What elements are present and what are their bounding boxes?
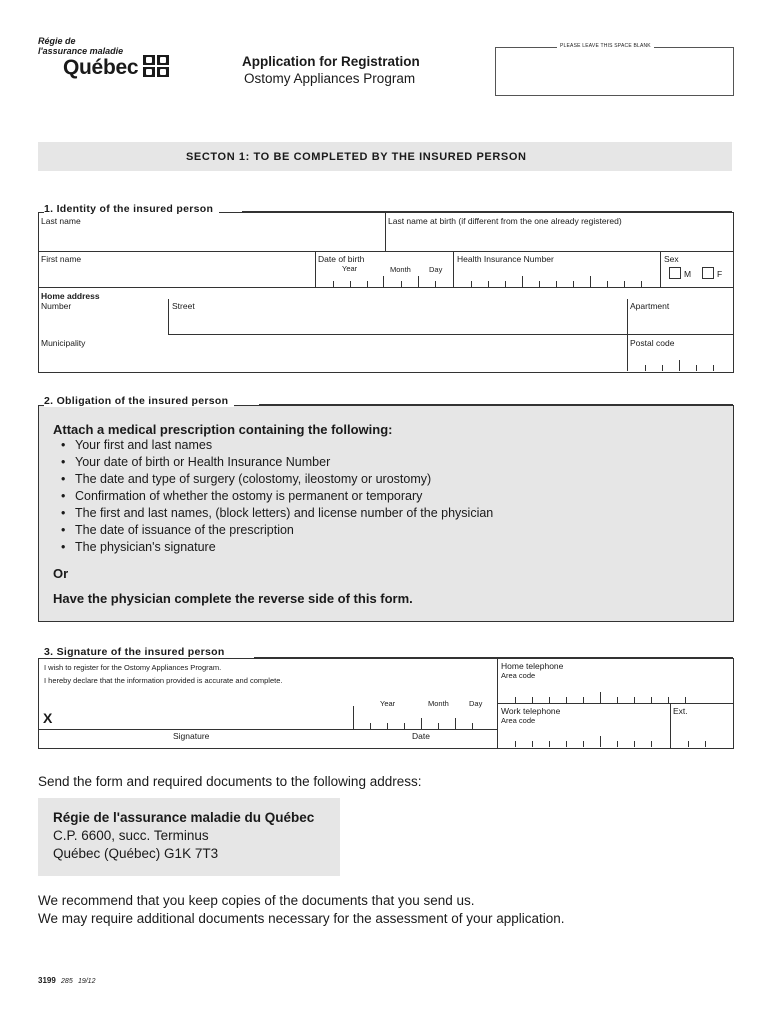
phone-tick bbox=[651, 741, 652, 747]
phone-tick bbox=[688, 741, 689, 747]
phone-tick bbox=[532, 741, 533, 747]
hin-tick bbox=[505, 281, 506, 287]
requirements-list bbox=[61, 437, 493, 556]
street-field[interactable]: Street bbox=[172, 301, 195, 311]
apartment-field[interactable]: Apartment bbox=[630, 301, 670, 311]
phone-tick bbox=[600, 692, 601, 703]
phone-tick bbox=[634, 741, 635, 747]
male-label: M bbox=[684, 269, 692, 279]
form-title: Application for Registration bbox=[242, 54, 420, 69]
col-line bbox=[315, 251, 316, 287]
identity-frame bbox=[38, 212, 734, 373]
declare-text: I hereby declare that the information provided is accurate and complete. bbox=[44, 676, 283, 685]
dob-tick bbox=[435, 281, 436, 287]
row-line bbox=[38, 251, 733, 252]
col-line bbox=[385, 212, 386, 251]
postal-tick bbox=[679, 360, 680, 371]
male-checkbox[interactable] bbox=[669, 267, 681, 279]
dob-day: Day bbox=[429, 265, 443, 274]
logo bbox=[38, 36, 178, 81]
home-area-code: Area code bbox=[501, 671, 536, 680]
wish-text: I wish to register for the Ostomy Appliances Program. bbox=[44, 663, 222, 672]
dob-tick bbox=[401, 281, 402, 287]
phone-tick bbox=[515, 741, 516, 747]
hin-tick bbox=[539, 281, 540, 287]
list-item: • Confirmation of whether the ostomy is permanent or temporary bbox=[61, 488, 493, 505]
phone-tick bbox=[651, 697, 652, 703]
dob-year: Year bbox=[342, 264, 358, 273]
hin-tick bbox=[573, 281, 574, 287]
postal-tick bbox=[662, 365, 663, 371]
dob-tick bbox=[418, 276, 419, 287]
form-subtitle: Ostomy Appliances Program bbox=[244, 71, 416, 86]
hin-tick bbox=[624, 281, 625, 287]
hin-tick bbox=[641, 281, 642, 287]
ext-field[interactable]: Ext. bbox=[673, 706, 688, 716]
row-line bbox=[497, 703, 733, 704]
phone-tick bbox=[705, 741, 706, 747]
signature-field[interactable]: Signature bbox=[173, 731, 210, 741]
list-item: • Your date of birth or Health Insurance Number bbox=[61, 454, 493, 471]
identity-heading-rule bbox=[242, 211, 732, 212]
work-telephone-field[interactable]: Work telephone bbox=[501, 706, 561, 716]
hin-tick bbox=[488, 281, 489, 287]
dob-month: Month bbox=[390, 265, 411, 274]
col-line bbox=[453, 251, 454, 287]
hin-tick bbox=[522, 276, 523, 287]
home-telephone-field[interactable]: Home telephone bbox=[501, 661, 564, 671]
phone-tick bbox=[566, 697, 567, 703]
hin-tick bbox=[556, 281, 557, 287]
signature-x: X bbox=[43, 710, 53, 726]
sig-month: Month bbox=[428, 699, 449, 708]
dob-tick bbox=[383, 276, 384, 287]
date-of-birth-field[interactable]: Date of birth bbox=[318, 254, 365, 264]
date-tick bbox=[472, 723, 473, 729]
hin-tick bbox=[607, 281, 608, 287]
sig-year: Year bbox=[380, 699, 396, 708]
dob-tick bbox=[333, 281, 334, 287]
phone-tick bbox=[600, 736, 601, 747]
signature-heading: 3. Signature of the insured person bbox=[44, 646, 231, 658]
date-tick bbox=[421, 718, 422, 729]
date-field[interactable]: Date bbox=[412, 731, 430, 741]
phone-tick bbox=[583, 741, 584, 747]
last-name-field[interactable]: Last name bbox=[41, 216, 81, 226]
logo-line2: l'assurance maladie bbox=[38, 46, 124, 56]
col-line bbox=[660, 251, 661, 287]
date-tick bbox=[404, 723, 405, 729]
form-version: 19/12 bbox=[77, 978, 96, 985]
logo-line1: Régie de bbox=[38, 36, 76, 46]
postal-tick bbox=[713, 365, 714, 371]
phone-tick bbox=[532, 697, 533, 703]
phone-tick bbox=[515, 697, 516, 703]
col-line bbox=[627, 299, 628, 371]
municipality-field[interactable]: Municipality bbox=[41, 338, 86, 348]
hin-tick bbox=[590, 276, 591, 287]
row-line bbox=[168, 334, 733, 335]
sex-label: Sex bbox=[664, 254, 679, 264]
office-use-box bbox=[495, 47, 734, 96]
number-field[interactable]: Number bbox=[41, 301, 72, 311]
postal-tick bbox=[696, 365, 697, 371]
last-name-birth-field[interactable]: Last name at birth (if different from the one already registered) bbox=[388, 216, 622, 226]
postal-tick bbox=[645, 365, 646, 371]
date-tick bbox=[438, 723, 439, 729]
row-line bbox=[38, 287, 733, 288]
list-item: • The physician's signature bbox=[61, 539, 493, 556]
female-checkbox[interactable] bbox=[702, 267, 714, 279]
fleur-de-lys-icon bbox=[142, 54, 172, 78]
date-tick bbox=[455, 718, 456, 729]
recommendation-2: We may require additional documents necessary for the assessment of your application. bbox=[38, 911, 565, 926]
form-number bbox=[38, 976, 95, 985]
signature-heading-rule bbox=[254, 657, 733, 658]
form-code: 285 bbox=[61, 978, 73, 985]
phone-tick bbox=[685, 697, 686, 703]
date-tick bbox=[370, 723, 371, 729]
sig-day: Day bbox=[469, 699, 483, 708]
address-line1: Régie de l'assurance maladie du Québec bbox=[53, 810, 315, 825]
recommendation-1: We recommend that you keep copies of the documents that you send us. bbox=[38, 893, 475, 908]
dob-tick bbox=[367, 281, 368, 287]
list-item: • The first and last names, (block letters) and license number of the physician bbox=[61, 505, 493, 522]
health-insurance-field[interactable]: Health Insurance Number bbox=[457, 254, 554, 264]
list-item: • The date of issuance of the prescription bbox=[61, 522, 493, 539]
phone-tick bbox=[668, 697, 669, 703]
logo-name: Québec bbox=[63, 56, 139, 79]
or-text: Or bbox=[53, 566, 69, 581]
phone-tick bbox=[634, 697, 635, 703]
postal-code-field[interactable]: Postal code bbox=[630, 338, 675, 348]
female-label: F bbox=[717, 269, 723, 279]
first-name-field[interactable]: First name bbox=[41, 254, 82, 264]
office-use-label: PLEASE LEAVE THIS SPACE BLANK bbox=[557, 43, 654, 49]
physician-text: Have the physician complete the reverse side of this form. bbox=[53, 591, 413, 606]
identity-heading: 1. Identity of the insured person bbox=[44, 203, 219, 215]
phone-tick bbox=[617, 697, 618, 703]
attach-text: Attach a medical prescription containing the following: bbox=[53, 422, 393, 437]
obligation-heading-rule bbox=[259, 404, 733, 405]
date-tick bbox=[387, 723, 388, 729]
dob-tick bbox=[350, 281, 351, 287]
col-line bbox=[168, 299, 169, 335]
phone-tick bbox=[566, 741, 567, 747]
section1-title: SECTON 1: TO BE COMPLETED BY THE INSURED PERSON bbox=[186, 151, 527, 163]
phone-tick bbox=[583, 697, 584, 703]
address-line3: Québec (Québec) G1K 7T3 bbox=[53, 846, 219, 861]
send-instructions: Send the form and required documents to the following address: bbox=[38, 774, 422, 789]
work-area-code: Area code bbox=[501, 716, 536, 725]
form-id: 3199 bbox=[38, 976, 56, 985]
phone-tick bbox=[549, 741, 550, 747]
phone-tick bbox=[617, 741, 618, 747]
home-address-label: Home address bbox=[41, 291, 100, 301]
hin-tick bbox=[471, 281, 472, 287]
address-line2: C.P. 6600, succ. Terminus bbox=[53, 828, 209, 843]
row-line bbox=[38, 729, 497, 730]
obligation-heading: 2. Obligation of the insured person bbox=[44, 395, 234, 407]
list-item: • Your first and last names bbox=[61, 437, 493, 454]
phone-tick bbox=[549, 697, 550, 703]
col-line bbox=[670, 703, 671, 748]
list-item: • The date and type of surgery (colostomy, ileostomy or urostomy) bbox=[61, 471, 493, 488]
date-tick bbox=[353, 706, 354, 729]
